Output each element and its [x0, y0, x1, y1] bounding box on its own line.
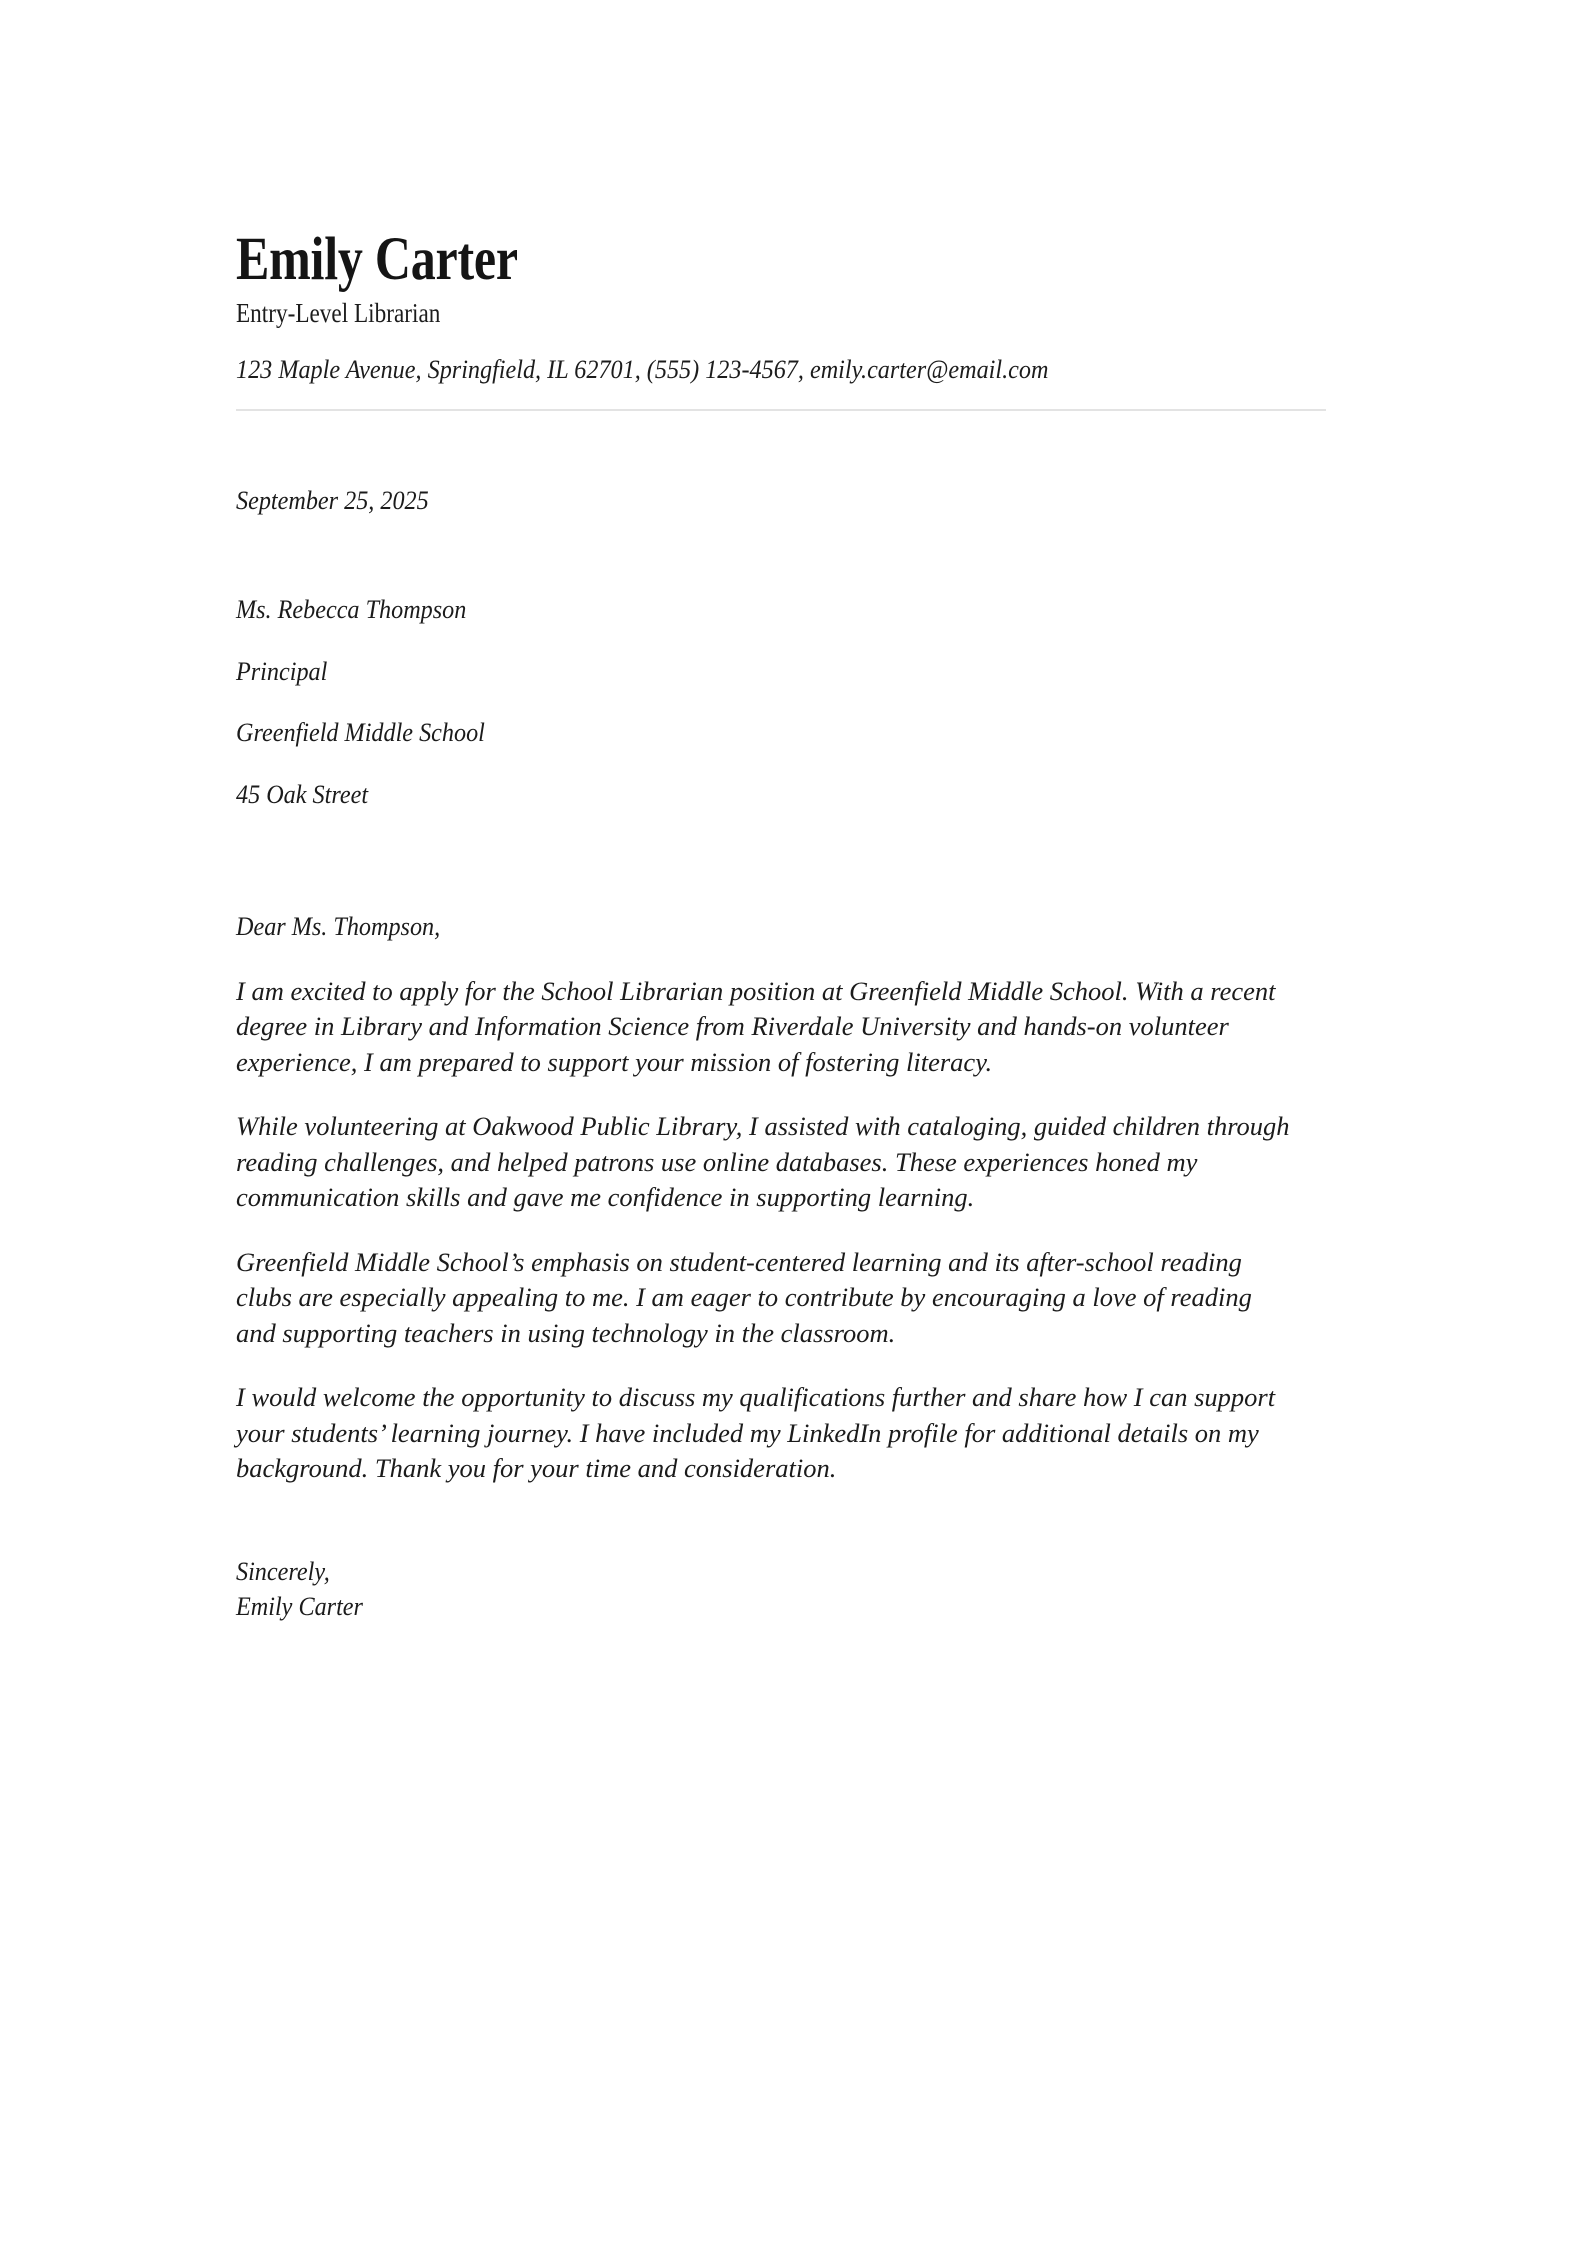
recipient-line: Ms. Rebecca Thompson [236, 594, 467, 624]
letter-header [236, 228, 1326, 411]
letter-paragraph: Greenfield Middle School’s emphasis on student-centered learning and its after-school reading clubs are especially appealing to me. I am eager to contribute by encouraging a love of reading and supporting teachers in using technology in the classroom. [236, 1246, 1252, 1348]
recipient-line: Greenfield Middle School [236, 718, 485, 748]
recipient-line: 45 Oak Street [236, 780, 369, 810]
closing-salutation: Sincerely, [236, 1556, 330, 1586]
signature-name: Emily Carter [236, 1591, 363, 1621]
applicant-contact-line: 123 Maple Avenue, Springfield, IL 62701, (555) 123-4567, emily.carter@email.com [236, 355, 1049, 385]
letter-paragraph: I am excited to apply for the School Librarian position at Greenfield Middle School. With a recent degree in Library and Information Science from Riverdale University and hands-on volunteer experience, I am prepared to support your mission of fostering literacy. [236, 975, 1276, 1077]
letter-sheet [236, 228, 1326, 1624]
letter-salutation: Dear Ms. Thompson, [236, 912, 441, 941]
recipient-block [236, 593, 1326, 812]
letter-date: September 25, 2025 [236, 485, 429, 515]
recipient-line: Principal [236, 656, 328, 686]
header-divider [236, 409, 1326, 411]
letter-paragraph: I would welcome the opportunity to discuss my qualifications further and share how I can support your students’ learning journey. I have included my LinkedIn profile for additional details on my background. Thank you for your time and consideration. [236, 1382, 1276, 1484]
applicant-job-title: Entry-Level Librarian [236, 298, 441, 329]
letter-body [236, 484, 1326, 1625]
letter-paragraph: While volunteering at Oakwood Public Library, I assisted with cataloging, guided children through reading challenges, and helped patrons use online databases. These experiences honed my communication skills and gave me confidence in supporting learning. [236, 1111, 1290, 1213]
applicant-name: Emily Carter [236, 226, 518, 293]
signature-block [236, 1555, 1326, 1625]
